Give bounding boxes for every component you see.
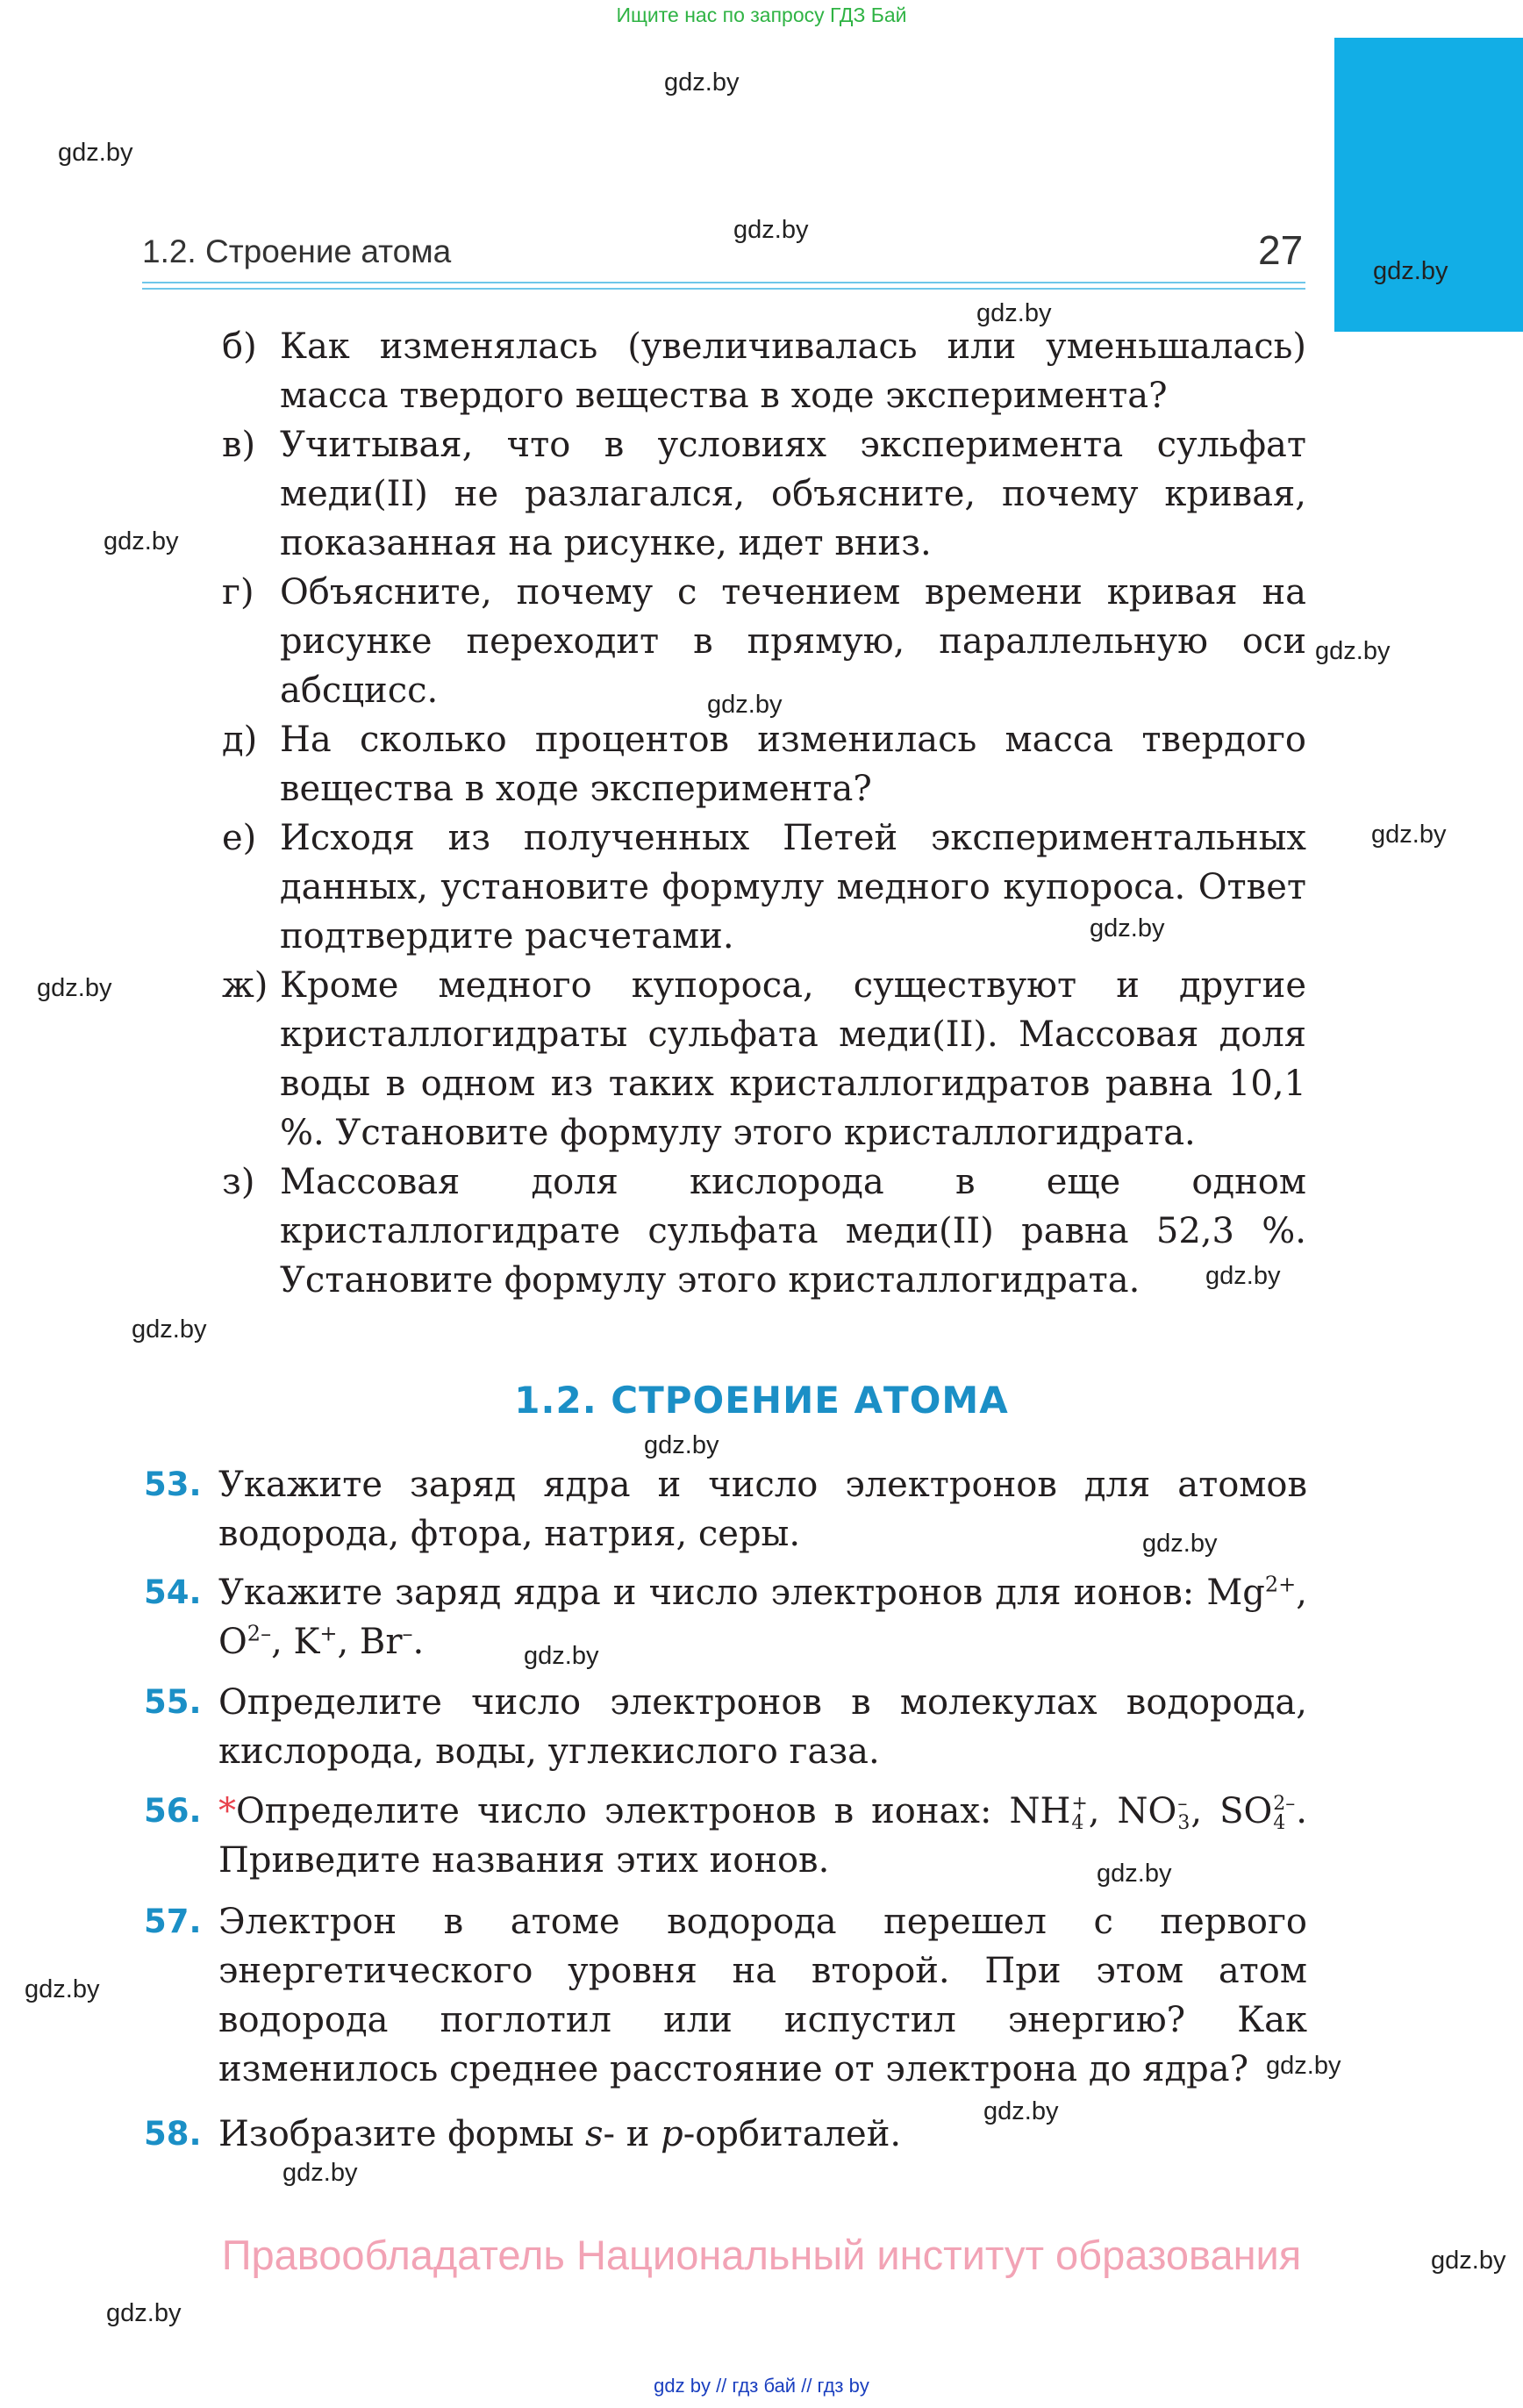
- item-text: Исходя из полученных Петей экспериментальных данных, установите формулу медного купороса. Ответ подтвердите расчетами.: [280, 818, 1306, 957]
- footer-links[interactable]: gdz by // гдз бай // гдз by: [654, 2375, 869, 2397]
- item-text: На сколько процентов изменилась масса твердого вещества в ходе эксперимента?: [280, 720, 1306, 809]
- header-rule: [142, 288, 1305, 290]
- problem-number: 57.: [144, 1903, 202, 1940]
- item-label: е): [222, 818, 257, 858]
- problem-number: 53.: [144, 1466, 202, 1503]
- question-item: [222, 813, 1306, 961]
- problem-55: [144, 1678, 1307, 1776]
- watermark: gdz.by: [132, 1315, 207, 1344]
- watermark: gdz.by: [733, 216, 809, 244]
- watermark: gdz.by: [104, 527, 179, 555]
- item-label: г): [222, 572, 254, 613]
- watermark: gdz.by: [524, 1642, 599, 1670]
- watermark: gdz.by: [1142, 1530, 1218, 1558]
- watermark: gdz.by: [1266, 2052, 1341, 2080]
- item-text: Кроме медного купороса, существуют и другие кристаллогидраты сульфата меди(II). Массовая доля воды в одном из таких кристаллогидратов равна 10,1 %. Установите формулу этого кристаллогидрата.: [280, 965, 1306, 1153]
- question-item: [222, 715, 1306, 813]
- problem-number: 54.: [144, 1573, 202, 1611]
- watermark: gdz.by: [106, 2299, 182, 2327]
- problem-text: Укажите заряд ядра и число электронов для атомов водорода, фтора, натрия, серы.: [218, 1465, 1307, 1554]
- watermark: gdz.by: [37, 974, 112, 1002]
- watermark: gdz.by: [1373, 257, 1448, 285]
- watermark: gdz.by: [1205, 1262, 1281, 1290]
- watermark: gdz.by: [1097, 1860, 1172, 1888]
- question-item: [222, 1157, 1306, 1305]
- question-item: [222, 420, 1306, 568]
- watermark: gdz.by: [644, 1431, 719, 1459]
- running-title: 1.2. Строение атома: [142, 233, 452, 269]
- item-label: ж): [222, 965, 268, 1006]
- watermark: gdz.by: [976, 299, 1052, 327]
- watermark: gdz.by: [983, 2097, 1059, 2125]
- item-label: в): [222, 425, 256, 465]
- problem-text: *Определите число электронов в ионах: NH + 4 , NO – 3 , SO 2– 4 . Приведите названия этих ионов.: [218, 1791, 1307, 1881]
- header-rule: [142, 282, 1305, 283]
- watermark: gdz.by: [1090, 914, 1165, 942]
- watermark: gdz.by: [25, 1975, 100, 2003]
- problem-text: Электрон в атоме водорода перешел с первого энергетического уровня на второй. При этом атом водорода поглотил или испустил энергию? Как изменилось среднее расстояние от электрона до ядра?: [218, 1902, 1307, 2089]
- problem-number: 56.: [144, 1792, 202, 1830]
- item-label: з): [222, 1162, 255, 1202]
- question-item: [222, 322, 1306, 420]
- question-item: [222, 568, 1306, 715]
- watermark: gdz.by: [1371, 821, 1447, 849]
- difficulty-star: *: [218, 1791, 236, 1831]
- item-label: д): [222, 720, 258, 760]
- item-text: Учитывая, что в условиях эксперимента сульфат меди(II) не разлагался, объясните, почему кривая, показанная на рисунке, идет вниз.: [280, 425, 1306, 563]
- problem-58: [144, 2110, 1307, 2159]
- watermark: gdz.by: [58, 139, 133, 167]
- problem-53: [144, 1460, 1307, 1559]
- item-text: Массовая доля кислорода в еще одном кристаллогидрате сульфата меди(II) равна 52,3 %. Установите формулу этого кристаллогидрата.: [280, 1162, 1306, 1301]
- item-text: Как изменялась (увеличивалась или уменьшалась) масса твердого вещества в ходе эксперимента?: [280, 326, 1306, 416]
- watermark: gdz.by: [1431, 2247, 1506, 2275]
- watermark: gdz.by: [664, 68, 740, 97]
- copyright-notice: Правообладатель Национальный институт образования: [221, 2232, 1302, 2278]
- question-item: [222, 961, 1306, 1157]
- watermark: gdz.by: [282, 2159, 358, 2187]
- problem-56: [144, 1787, 1307, 1885]
- problem-text: Укажите заряд ядра и число электронов для ионов: $Mg^{2+}$, $O^{2-}$, K+, Br–.: [218, 1572, 1307, 1662]
- page-number: 27: [1258, 227, 1304, 273]
- item-label: б): [222, 326, 257, 367]
- problem-text: Определите число электронов в молекулах водорода, кислорода, воды, углекислого газа.: [218, 1682, 1307, 1772]
- problem-number: 55.: [144, 1683, 202, 1721]
- item-text: Объясните, почему с течением времени кривая на рисунке переходит в прямую, параллельную оси абсцисс.: [280, 572, 1306, 711]
- section-title: 1.2. СТРОЕНИЕ АТОМА: [514, 1379, 1009, 1422]
- problem-number: 58.: [144, 2115, 202, 2153]
- problem-57: [144, 1897, 1307, 2094]
- watermark: gdz.by: [1315, 637, 1391, 665]
- top-banner-link[interactable]: Ищите нас по запросу ГДЗ Бай: [616, 4, 907, 26]
- watermark: gdz.by: [707, 691, 783, 719]
- chapter-color-tab: [1334, 38, 1523, 332]
- problem-54: [144, 1568, 1307, 1666]
- problem-text: Изобразите формы s- и p-орбиталей.: [218, 2114, 902, 2154]
